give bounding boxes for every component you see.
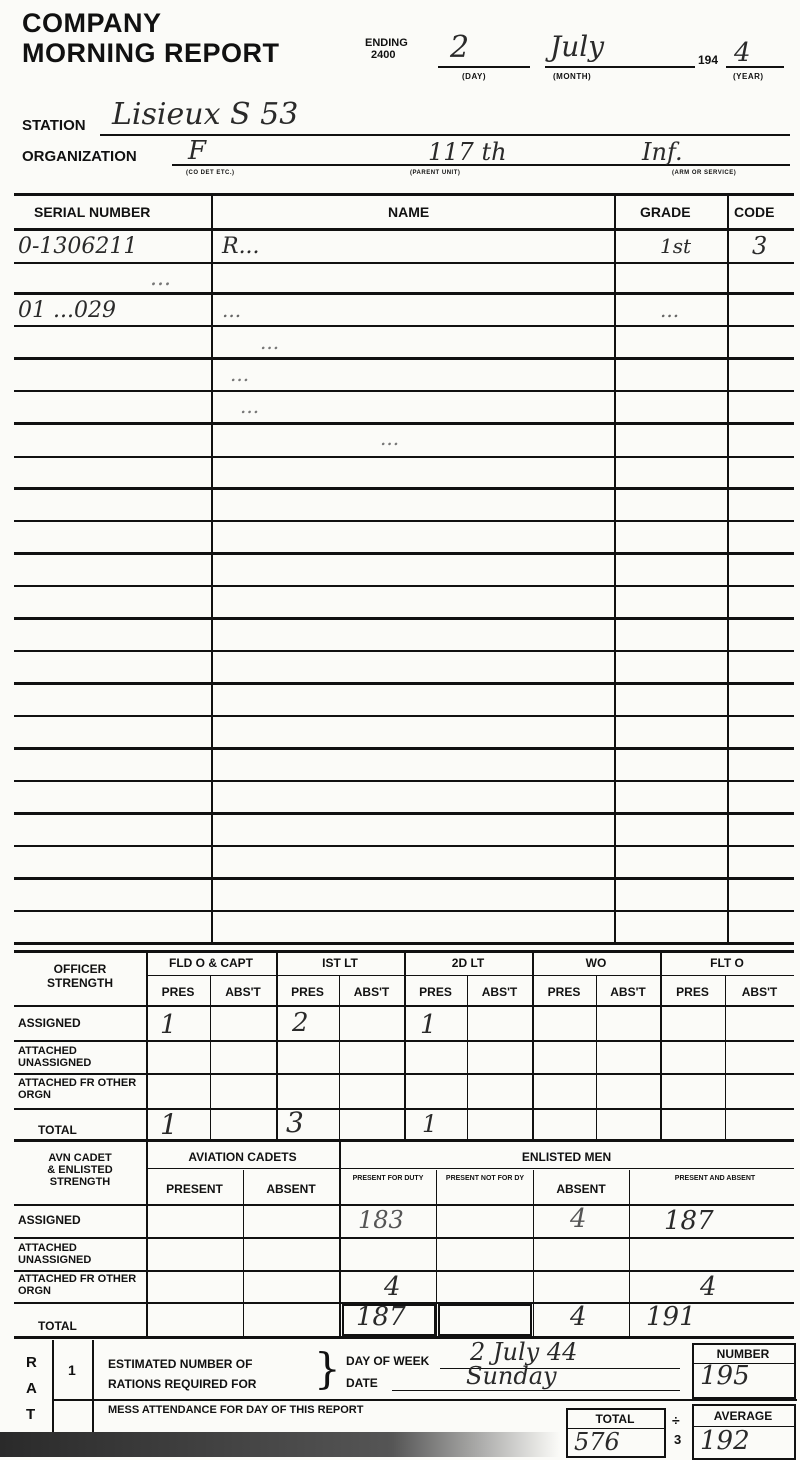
side-letter-r: R bbox=[26, 1354, 37, 1371]
form-title-line2: MORNING REPORT bbox=[22, 38, 280, 68]
enlisted-strength-label bbox=[14, 1152, 146, 1188]
code-header: CODE bbox=[734, 204, 775, 220]
officer-assigned-1stlt-pres: 2 bbox=[292, 1008, 309, 1038]
roster-serial-1: 0-1306211 bbox=[18, 234, 138, 259]
name-header: NAME bbox=[388, 204, 430, 220]
roster-grade-1: 1st bbox=[660, 234, 692, 258]
roster-name-2: ... bbox=[150, 266, 171, 291]
year-caption: (YEAR) bbox=[733, 72, 764, 81]
officer-sub-pres: PRES bbox=[161, 985, 195, 999]
divisor: 3 bbox=[674, 1432, 682, 1447]
officer-group-2d-lt: 2D LT bbox=[451, 956, 485, 970]
officer-sub-pres: PRES bbox=[676, 985, 709, 999]
officer-group-1st-lt: IST LT bbox=[322, 956, 358, 970]
enlisted-men-header: ENLISTED MEN bbox=[521, 1150, 612, 1164]
em-absent-header: ABSENT bbox=[556, 1182, 606, 1196]
officer-strength-label-line2: STRENGTH bbox=[47, 976, 113, 990]
year-prefix: 194 bbox=[698, 53, 719, 67]
officer-total-1stlt-pres: 3 bbox=[286, 1106, 304, 1139]
enlisted-strength-label-line3: STRENGTH bbox=[49, 1176, 111, 1188]
org-caption-co: (CO DET ETC.) bbox=[186, 170, 235, 176]
enlisted-row-total: TOTAL bbox=[38, 1319, 77, 1333]
ending-time: 2400 bbox=[371, 49, 396, 61]
roster-name-1: R... bbox=[222, 234, 260, 259]
rations-side-letters bbox=[26, 1350, 37, 1428]
officer-group-fld-capt: FLD O & CAPT bbox=[169, 956, 253, 970]
org-caption-parent: (PARENT UNIT) bbox=[410, 170, 461, 176]
side-letter-t: T bbox=[26, 1406, 36, 1423]
em-total-not-for-duty-box bbox=[438, 1304, 532, 1336]
officer-total-2dlt-pres: 1 bbox=[422, 1110, 438, 1138]
rations-row-number: 1 bbox=[68, 1362, 76, 1378]
officer-sub-abst: ABS'T bbox=[353, 985, 390, 999]
officer-sub-abst: ABS'T bbox=[225, 985, 261, 999]
estimated-line2: RATIONS REQUIRED FOR bbox=[108, 1377, 257, 1391]
officer-row-assigned: ASSIGNED bbox=[18, 1016, 81, 1030]
officer-strength-label bbox=[14, 962, 146, 990]
mess-attendance-label: MESS ATTENDANCE FOR DAY OF THIS REPORT bbox=[108, 1404, 364, 1416]
cadets-present-header: PRESENT bbox=[166, 1182, 223, 1196]
roster-serial-3: 01 ...029 bbox=[18, 298, 116, 323]
officer-row-attached-unassigned: ATTACHED UNASSIGNED bbox=[18, 1045, 92, 1069]
roster-name-5: ... bbox=[230, 362, 250, 386]
em-total-present-and-absent: 191 bbox=[646, 1302, 696, 1332]
day-of-week-label: DAY OF WEEK bbox=[346, 1354, 430, 1368]
officer-sub-abst: ABS'T bbox=[741, 985, 778, 999]
month-value: July bbox=[550, 30, 605, 63]
officer-sub-pres: PRES bbox=[291, 985, 324, 999]
station-value: Lisieux S 53 bbox=[112, 97, 299, 132]
arm-value: Inf. bbox=[642, 138, 683, 166]
enlisted-strength-label-line1: AVN CADET bbox=[48, 1152, 112, 1164]
ending-label: ENDING bbox=[365, 37, 408, 49]
em-assigned-absent: 4 bbox=[570, 1204, 587, 1234]
officer-group-wo: WO bbox=[585, 956, 607, 970]
officer-sub-pres: PRES bbox=[419, 985, 452, 999]
brace-icon: } bbox=[314, 1344, 341, 1393]
date-label: DATE bbox=[346, 1376, 378, 1390]
average-value: 192 bbox=[700, 1426, 750, 1456]
roster-grade-3: ... bbox=[660, 298, 680, 322]
em-total-present-for-duty: 187 bbox=[356, 1302, 406, 1332]
roster-name-7: ... bbox=[380, 426, 400, 450]
officer-sub-abst: ABS'T bbox=[481, 985, 518, 999]
officer-row-attached-other: ATTACHED FR OTHER ORGN bbox=[18, 1077, 137, 1101]
officer-sub-pres: PRES bbox=[547, 985, 581, 999]
station-label: STATION bbox=[22, 117, 86, 134]
em-assigned-present-and-absent: 187 bbox=[664, 1206, 714, 1236]
enlisted-row-attached-other: ATTACHED FR OTHER ORGN bbox=[18, 1273, 137, 1297]
em-present-not-for-duty-header: PRESENT NOT FOR DY bbox=[445, 1175, 525, 1182]
enlisted-strength-label-line2: & ENLISTED bbox=[47, 1164, 113, 1176]
em-present-and-absent-header: PRESENT AND ABSENT bbox=[674, 1175, 756, 1182]
total-label: TOTAL bbox=[595, 1412, 635, 1426]
officer-group-flt-o: FLT O bbox=[710, 956, 744, 970]
officer-sub-abst: ABS'T bbox=[610, 985, 646, 999]
organization-label: ORGANIZATION bbox=[22, 148, 137, 165]
officer-total-fld-pres: 1 bbox=[160, 1108, 178, 1141]
total-value: 576 bbox=[574, 1428, 620, 1456]
roster-code-1: 3 bbox=[752, 232, 768, 260]
officer-strength-label-line1: OFFICER bbox=[53, 962, 107, 976]
officer-assigned-2dlt-pres: 1 bbox=[420, 1010, 437, 1040]
form-title-line1: COMPANY bbox=[22, 8, 162, 38]
scan-shadow bbox=[0, 1432, 560, 1457]
aviation-cadets-header: AVIATION CADETS bbox=[188, 1150, 297, 1164]
em-assigned-present-for-duty: 183 bbox=[358, 1206, 404, 1234]
ending-block bbox=[365, 37, 408, 61]
cadets-absent-header: ABSENT bbox=[266, 1182, 316, 1196]
em-total-absent: 4 bbox=[570, 1302, 587, 1332]
roster-name-3: ... bbox=[222, 298, 242, 322]
em-present-for-duty-header: PRESENT FOR DUTY bbox=[352, 1175, 424, 1182]
grade-header: GRADE bbox=[640, 204, 691, 220]
organization-value: F bbox=[188, 136, 207, 166]
year-value: 4 bbox=[734, 38, 751, 68]
month-caption: (MONTH) bbox=[553, 72, 592, 81]
number-value: 195 bbox=[700, 1361, 750, 1391]
average-label: AVERAGE bbox=[713, 1409, 773, 1423]
day-caption: (DAY) bbox=[462, 72, 486, 81]
roster-name-6: ... bbox=[240, 394, 260, 418]
estimated-line1: ESTIMATED NUMBER OF bbox=[108, 1357, 253, 1371]
officer-assigned-fld-pres: 1 bbox=[160, 1010, 177, 1040]
officer-row-total: TOTAL bbox=[38, 1123, 77, 1137]
parent-unit-value: 117 th bbox=[428, 138, 507, 166]
day-value: 2 bbox=[450, 30, 470, 65]
em-attached-present-for-duty: 4 bbox=[384, 1272, 401, 1302]
side-letter-a: A bbox=[26, 1380, 37, 1397]
day-of-week-value: 2 July 44 bbox=[470, 1338, 578, 1366]
number-label: NUMBER bbox=[716, 1347, 770, 1361]
date-value: Sunday bbox=[466, 1362, 557, 1390]
serial-number-header: SERIAL NUMBER bbox=[34, 204, 151, 220]
enlisted-row-attached-unassigned: ATTACHED UNASSIGNED bbox=[18, 1242, 92, 1266]
org-caption-arm: (ARM OR SERVICE) bbox=[672, 170, 737, 176]
divide-sign: ÷ bbox=[672, 1412, 680, 1428]
roster-name-4: ... bbox=[260, 330, 280, 354]
enlisted-row-assigned: ASSIGNED bbox=[18, 1213, 81, 1227]
estimated-rations-label bbox=[108, 1354, 256, 1394]
em-attached-present-and-absent: 4 bbox=[700, 1272, 717, 1302]
